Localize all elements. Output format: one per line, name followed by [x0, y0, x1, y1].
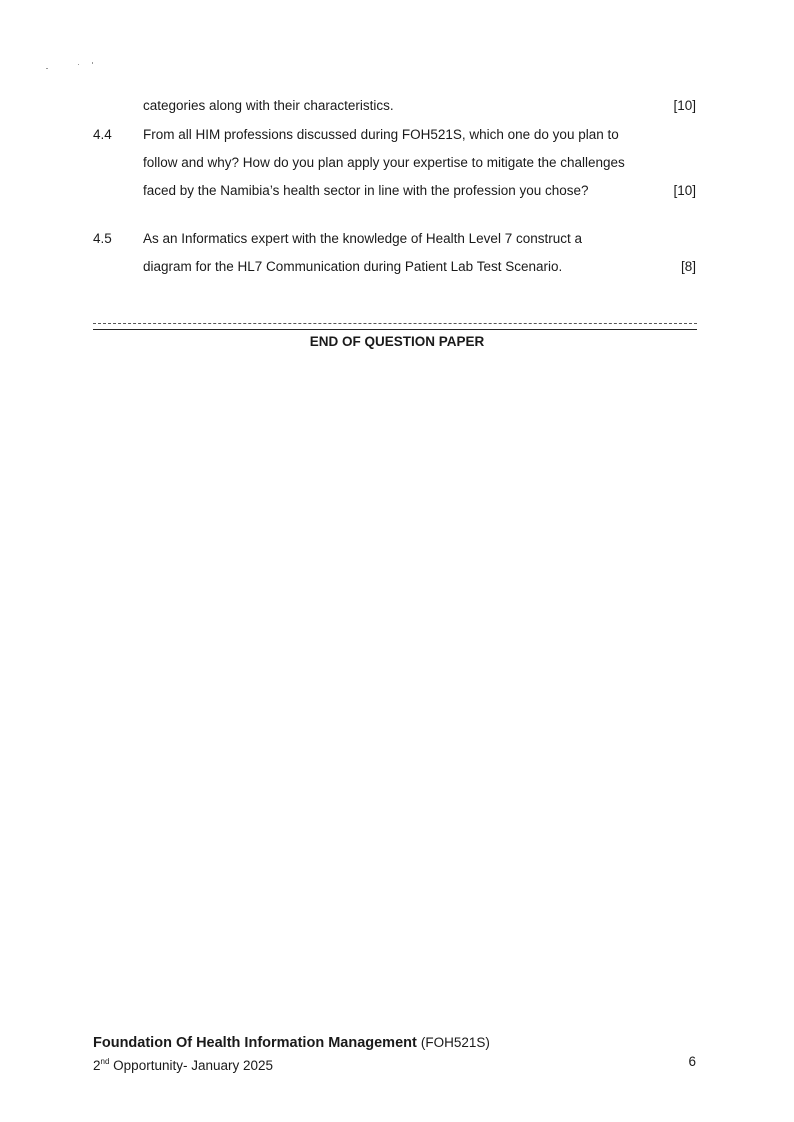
footer-opportunity: [93, 1053, 273, 1075]
question-4-5-line-1: As an Informatics expert with the knowledge of Health Level 7 construct a: [143, 231, 582, 246]
question-4-4-line-3: faced by the Namibia’s health sector in line with the profession you chose?: [143, 183, 589, 198]
page-number: 6: [688, 1054, 696, 1069]
scan-speck: [46, 68, 48, 69]
question-4-4-line-2: follow and why? How do you plan apply your expertise to mitigate the challenges: [143, 155, 625, 170]
question-4-5-marks: [8]: [680, 259, 696, 274]
opportunity-suffix: nd: [100, 1057, 110, 1066]
footer-course-title: [93, 1034, 490, 1052]
course-title: Foundation Of Health Information Management: [93, 1035, 417, 1051]
opportunity-ordinal: 2: [93, 1058, 101, 1073]
scan-speck: [92, 62, 93, 64]
question-continuation-line: categories along with their characteristics.: [143, 98, 394, 113]
solid-divider: [93, 329, 697, 330]
dashed-divider: [93, 323, 697, 324]
opportunity-text: Opportunity- January 2025: [109, 1058, 274, 1073]
question-marks: [10]: [673, 98, 696, 113]
question-4-4-line-1: From all HIM professions discussed during FOH521S, which one do you plan to: [143, 127, 619, 142]
question-4-4-marks: [10]: [673, 183, 696, 198]
scan-speck: [78, 64, 79, 65]
end-of-paper-title: END OF QUESTION PAPER: [309, 334, 485, 349]
course-code: (FOH521S): [420, 1035, 490, 1050]
question-number-4-5: 4.5: [93, 231, 112, 246]
question-4-5-line-2: diagram for the HL7 Communication during Patient Lab Test Scenario.: [143, 259, 563, 274]
question-number-4-4: 4.4: [93, 127, 112, 142]
